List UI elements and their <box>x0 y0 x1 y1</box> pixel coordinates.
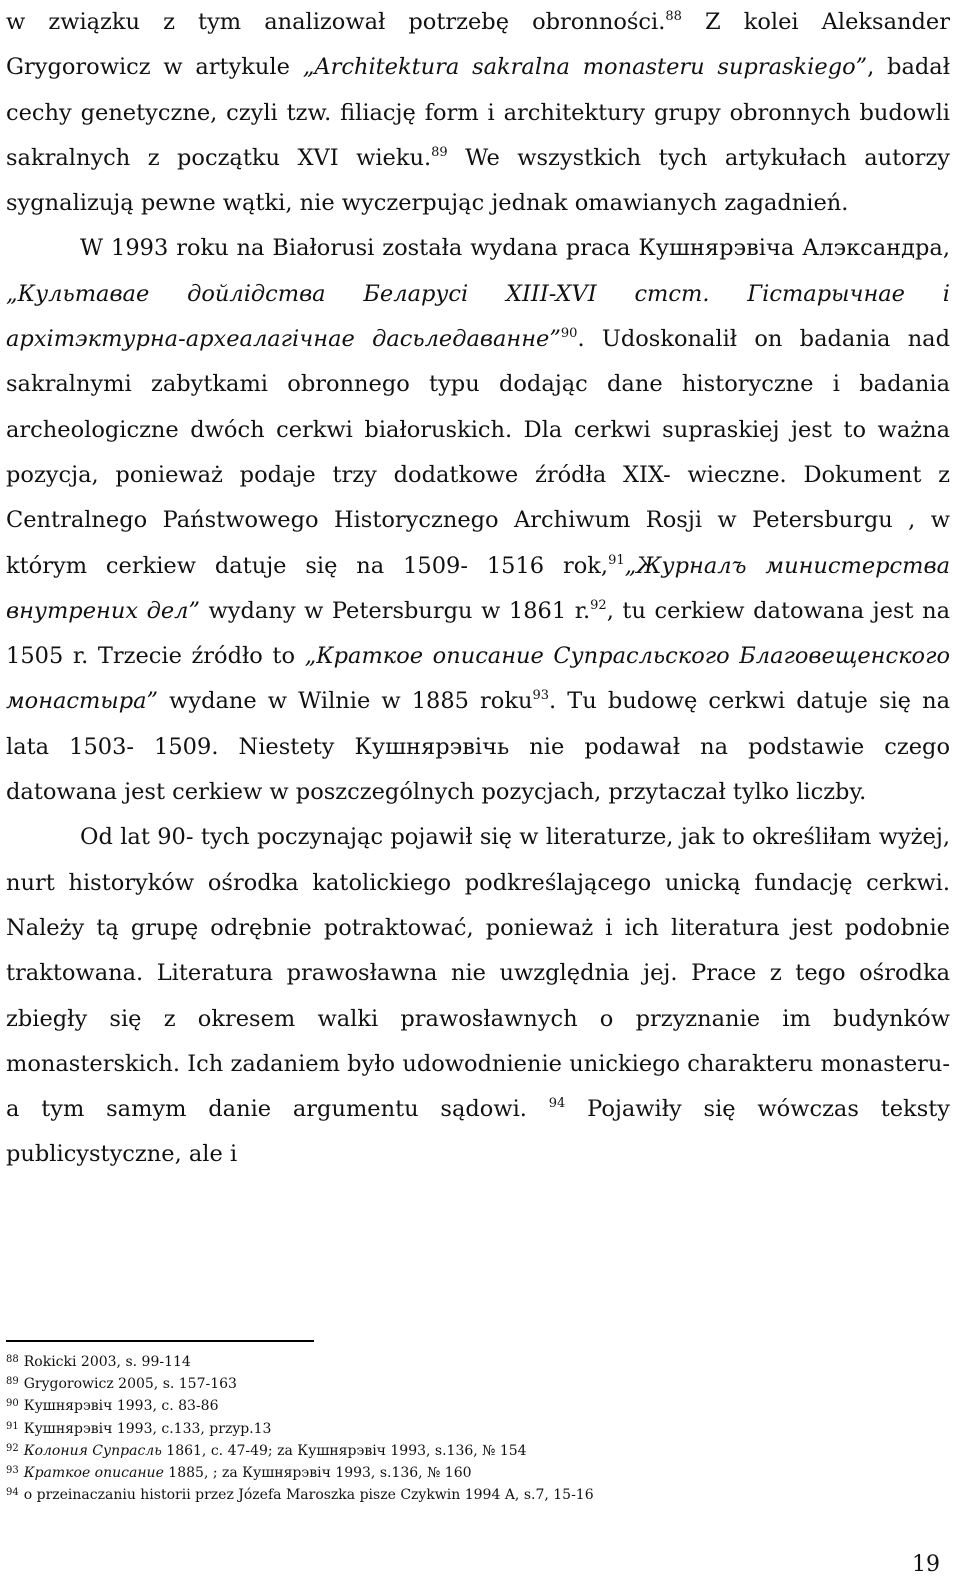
page-number: 19 <box>912 1552 940 1577</box>
paragraph-3 <box>6 815 950 1177</box>
book-title: „Культавае дойлідства Беларусі XIII-XVI стст. Гістарычнае і архітэктурна-археалагічнае дасьледаванне” <box>6 280 950 353</box>
footnote-separator <box>6 1340 314 1342</box>
text-run: Od lat 90- tych poczynając pojawił się w literaturze, jak to określiłam wyżej, nurt historyków ośrodka katolickiego podkreślającego unicką fundację cerkwi. Należy tą grupę odrębnie potraktować, ponieważ i ich literatura jest podobnie traktowana. Literatura prawosławna nie uwzględnia jej. Prace z tego ośrodka zbiegły się z okresem walki prawosławnych o przyznanie im budynków monasterskich. Ich zadaniem było udowodnienie unickiego charakteru monasteru- a tym samym danie argumentu sądowi. <box>6 824 950 1123</box>
footnote-ref-92[interactable]: 92 <box>590 597 607 613</box>
footnote-ref-89[interactable]: 89 <box>431 144 448 160</box>
footnote-text: Кушнярэвіч 1993, с. 83-86 <box>23 1398 219 1415</box>
footnote-90 <box>6 1395 946 1417</box>
text-run: , badał cechy genetyczne, czyli tzw. filiację form i architektury grupy obronnych budowli sakralnych z początku XVI wieku. <box>6 54 950 171</box>
footnote-italic: Краткое описание <box>23 1465 164 1482</box>
footnote-ref-93[interactable]: 93 <box>532 688 550 704</box>
document-page <box>6 0 950 1178</box>
article-title: „Architektura sakralna monasteru supraskiego” <box>302 54 868 81</box>
footnote-91 <box>6 1418 946 1440</box>
text-run: W 1993 roku na Białorusi została wydana praca Кушнярэвіча Алэксандра, <box>80 235 950 262</box>
paragraph-1 <box>6 0 950 226</box>
footnote-text: 1861, с. 47-49; za Кушнярэвіч 1993, s.136, № 154 <box>161 1442 527 1459</box>
footnote-89 <box>6 1373 946 1395</box>
text-run: Z kolei Aleksander Grygorowicz w artykule <box>6 9 950 81</box>
source-title: „Краткое описание Супрасльского Благовещенского монастыра” <box>6 643 950 715</box>
footnote-ref-91[interactable]: 91 <box>608 552 625 568</box>
footnote-number: 92 <box>6 1442 19 1454</box>
footnote-88 <box>6 1351 946 1373</box>
footnotes <box>6 1351 946 1506</box>
footnote-italic: Колония Супрасль <box>23 1442 162 1459</box>
text-run: . Tu budowę cerkwi datuje się na lata 1503- 1509. Niestety Кушнярэвічь nie podawał na podstawie czego datowana jest cerkiew w poszczególnych pozycjach, przytaczał tylko liczby. <box>6 688 950 806</box>
body-text <box>6 0 950 1178</box>
footnote-ref-94[interactable]: 94 <box>548 1096 566 1112</box>
footnote-text: Grygorowicz 2005, s. 157-163 <box>23 1376 237 1393</box>
text-run: Pojawiły się wówczas teksty publicystyczne, ale i <box>6 1096 950 1168</box>
paragraph-2 <box>6 226 950 815</box>
footnote-ref-90[interactable]: 90 <box>560 326 578 342</box>
footnote-text: Rokicki 2003, s. 99-114 <box>23 1354 191 1370</box>
footnote-number: 88 <box>6 1354 19 1365</box>
footnote-number: 89 <box>6 1376 19 1388</box>
footnote-ref-88[interactable]: 88 <box>665 9 682 24</box>
footnote-93 <box>6 1462 946 1484</box>
text-run: w związku z tym analizował potrzebę obronności. <box>6 9 666 35</box>
footnote-text: Кушнярэвіч 1993, с.133, przyp.13 <box>23 1420 272 1437</box>
text-run: . Udoskonalił on badania nad sakralnymi zabytkami obronnego typu dodając dane historyczne i badania archeologiczne dwóch cerkwi białoruskich. Dla cerkwi supraskiej jest to ważna pozycja, ponieważ podaje trzy dodatkowe źródła XIX- wieczne. Dokument z Centralnego Państwowego Historycznego Archiwum Rosji w Petersburgu , w którym cerkiew datuje się na 1509- 1516 rok, <box>6 326 950 579</box>
text-run: , tu cerkiew datowana jest na 1505 r. Trzecie źródło to <box>6 597 950 670</box>
footnote-text: o przeinaczaniu historii przez Józefa Maroszka pisze Czykwin 1994 A, s.7, 15-16 <box>23 1487 594 1504</box>
footnote-text: 1885, ; za Кушнярэвіч 1993, s.136, № 160 <box>163 1465 472 1482</box>
text-run: We wszystkich tych artykułach autorzy sygnalizują pewne wątki, nie wyczerpując jednak omawianych zagadnień. <box>6 144 951 217</box>
footnote-94 <box>6 1484 946 1506</box>
footnote-92 <box>6 1440 946 1462</box>
footnote-number: 90 <box>6 1398 19 1410</box>
text-run: wydany w Petersburgu w 1861 r. <box>199 597 591 624</box>
footnote-number: 91 <box>6 1420 19 1432</box>
footnote-number: 93 <box>6 1465 19 1477</box>
footnote-number: 94 <box>6 1487 19 1499</box>
text-run: wydane w Wilnie w 1885 roku <box>158 688 533 715</box>
journal-title: „Журналъ министерства внутрених дел” <box>6 552 950 624</box>
